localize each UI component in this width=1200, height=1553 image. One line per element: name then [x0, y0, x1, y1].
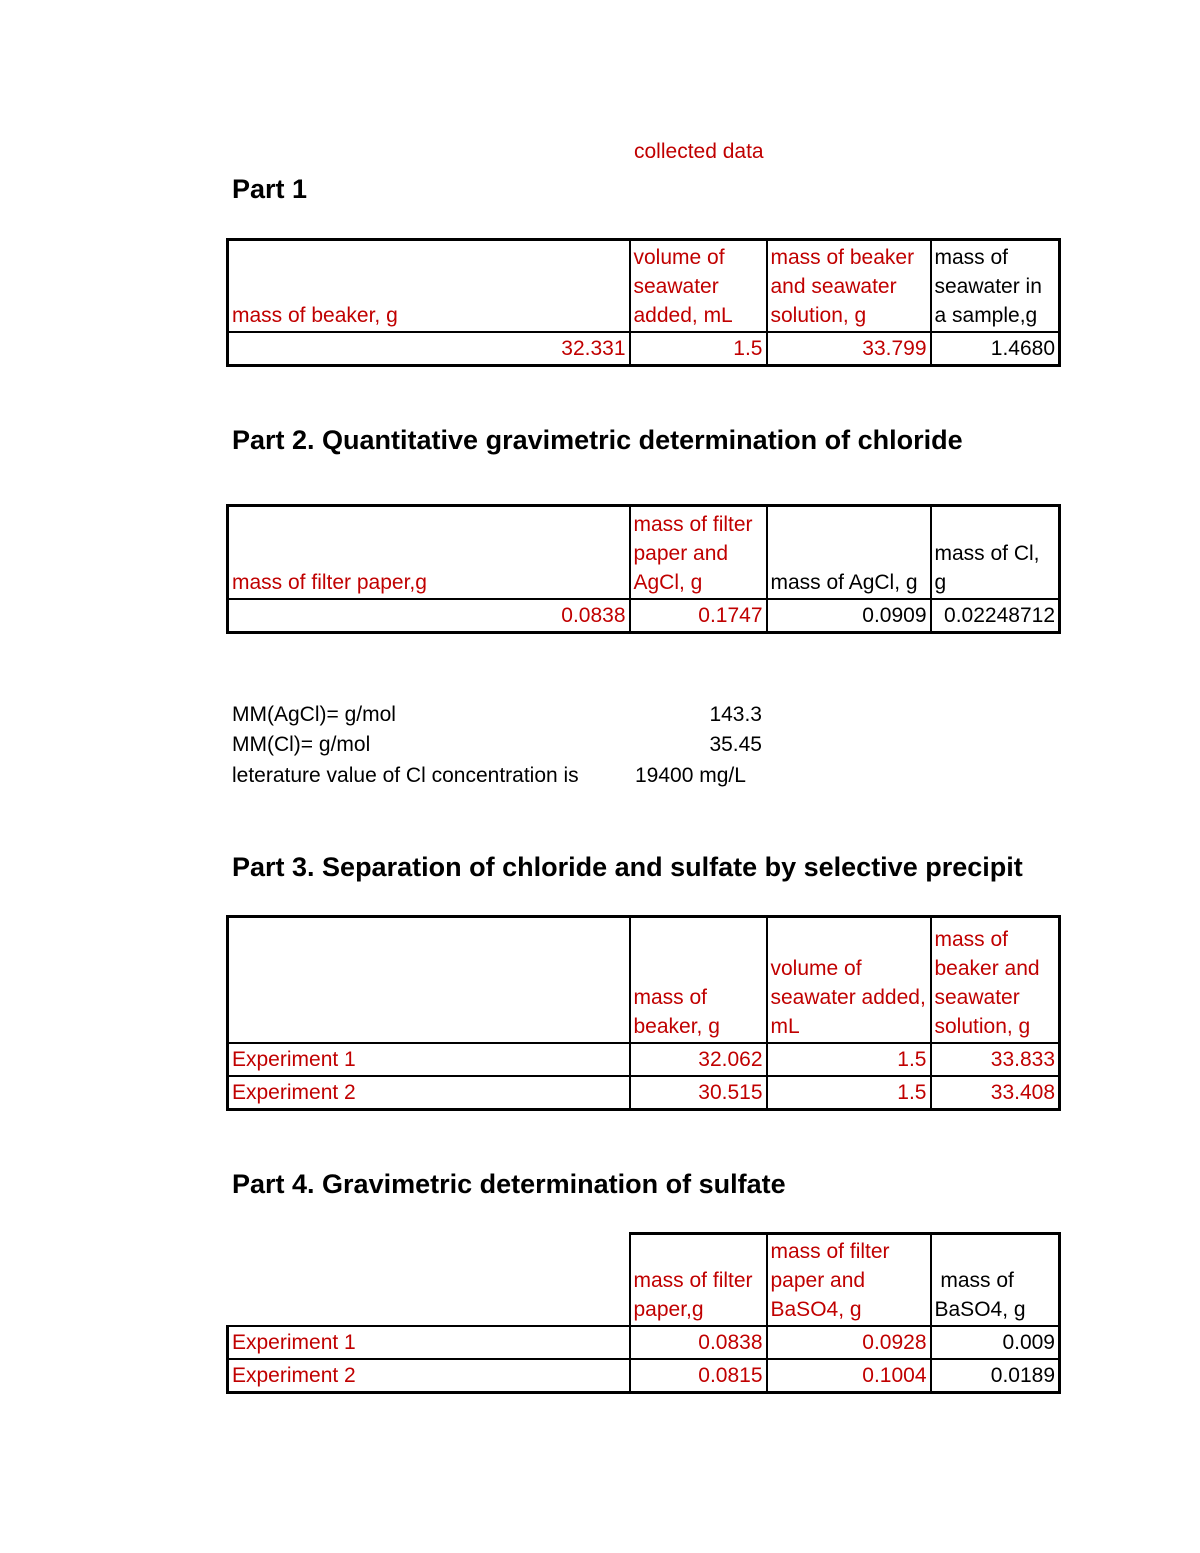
table-row [228, 1043, 1060, 1076]
part3-title: Part 3. Separation of chloride and sulfate by selective precipit [232, 852, 1023, 882]
part1-title: Part 1 [232, 174, 308, 204]
collected-data-label: collected data [634, 140, 764, 163]
header-empty [228, 917, 630, 1043]
cell-mass-filter-paper-baso4: 0.0928 [767, 1326, 931, 1359]
cell-mass-of-beaker: 32.331 [228, 332, 630, 366]
cell-mass-filter-paper: 0.0815 [630, 1359, 767, 1393]
cell-volume-of-seawater: 1.5 [767, 1043, 931, 1076]
cell-mass-beaker-seawater: 33.833 [931, 1043, 1060, 1076]
part3-table [226, 915, 1061, 1111]
literature-label: leterature value of Cl concentration is [232, 764, 579, 787]
cell-mass-of-beaker: 30.515 [630, 1076, 767, 1110]
table-row [228, 1326, 1060, 1359]
cell-mass-agcl: 0.0909 [767, 599, 931, 633]
row-label: Experiment 1 [228, 1043, 630, 1076]
cell-mass-of-beaker: 32.062 [630, 1043, 767, 1076]
header-mass-agcl: mass of AgCl, g [767, 506, 931, 599]
header-mass-cl: mass of Cl, g [931, 506, 1060, 599]
cell-volume-of-seawater: 1.5 [767, 1076, 931, 1110]
header-mass-of-beaker: mass of beaker, g [228, 240, 630, 332]
cell-mass-filter-paper-baso4: 0.1004 [767, 1359, 931, 1393]
mm-agcl-label: MM(AgCl)= g/mol [232, 703, 396, 726]
table-header-row [228, 240, 1060, 332]
header-mass-seawater-sample: mass of seawater in a sample,g [931, 240, 1060, 332]
row-label: Experiment 1 [228, 1326, 630, 1359]
cell-mass-baso4: 0.0189 [931, 1359, 1060, 1393]
mm-agcl-value: 143.3 [709, 703, 762, 726]
table-header-row [228, 506, 1060, 599]
header-mass-filter-paper-baso4: mass of filter paper and BaSO4, g [767, 1234, 931, 1326]
table-row [228, 1359, 1060, 1393]
mm-cl-value: 35.45 [709, 733, 762, 756]
part4-title: Part 4. Gravimetric determination of sulfate [232, 1169, 786, 1199]
cell-mass-filter-paper: 0.0838 [630, 1326, 767, 1359]
header-mass-filter-paper: mass of filter paper,g [630, 1234, 767, 1326]
mm-cl-label: MM(Cl)= g/mol [232, 733, 371, 756]
header-mass-beaker-seawater: mass of beaker and seawater solution, g [767, 240, 931, 332]
cell-mass-beaker-seawater: 33.799 [767, 332, 931, 366]
row-label: Experiment 2 [228, 1359, 630, 1393]
header-volume-of-seawater: volume of seawater added, mL [630, 240, 767, 332]
part4-table [226, 1232, 1061, 1394]
table-header-row [228, 917, 1060, 1043]
table-header-row [228, 1234, 1060, 1326]
header-mass-beaker-seawater: mass of beaker and seawater solution, g [931, 917, 1060, 1043]
header-empty [228, 1234, 630, 1326]
table-row [228, 332, 1060, 366]
table-row [228, 1076, 1060, 1110]
header-mass-filter-paper-agcl: mass of filter paper and AgCl, g [630, 506, 767, 599]
table-row [228, 599, 1060, 633]
header-mass-of-beaker: mass of beaker, g [630, 917, 767, 1043]
cell-mass-seawater-sample: 1.4680 [931, 332, 1060, 366]
part1-table [226, 238, 1061, 367]
literature-value: 19400 mg/L [635, 764, 746, 787]
header-volume-of-seawater: volume of seawater added, mL [767, 917, 931, 1043]
row-label: Experiment 2 [228, 1076, 630, 1110]
header-mass-filter-paper: mass of filter paper,g [228, 506, 630, 599]
cell-mass-cl: 0.02248712 [931, 599, 1060, 633]
cell-mass-baso4: 0.009 [931, 1326, 1060, 1359]
part2-table [226, 504, 1061, 634]
cell-volume-of-seawater: 1.5 [630, 332, 767, 366]
part2-title: Part 2. Quantitative gravimetric determination of chloride [232, 425, 963, 455]
cell-mass-filter-paper-agcl: 0.1747 [630, 599, 767, 633]
header-mass-baso4: mass of BaSO4, g [931, 1234, 1060, 1326]
cell-mass-beaker-seawater: 33.408 [931, 1076, 1060, 1110]
cell-mass-filter-paper: 0.0838 [228, 599, 630, 633]
